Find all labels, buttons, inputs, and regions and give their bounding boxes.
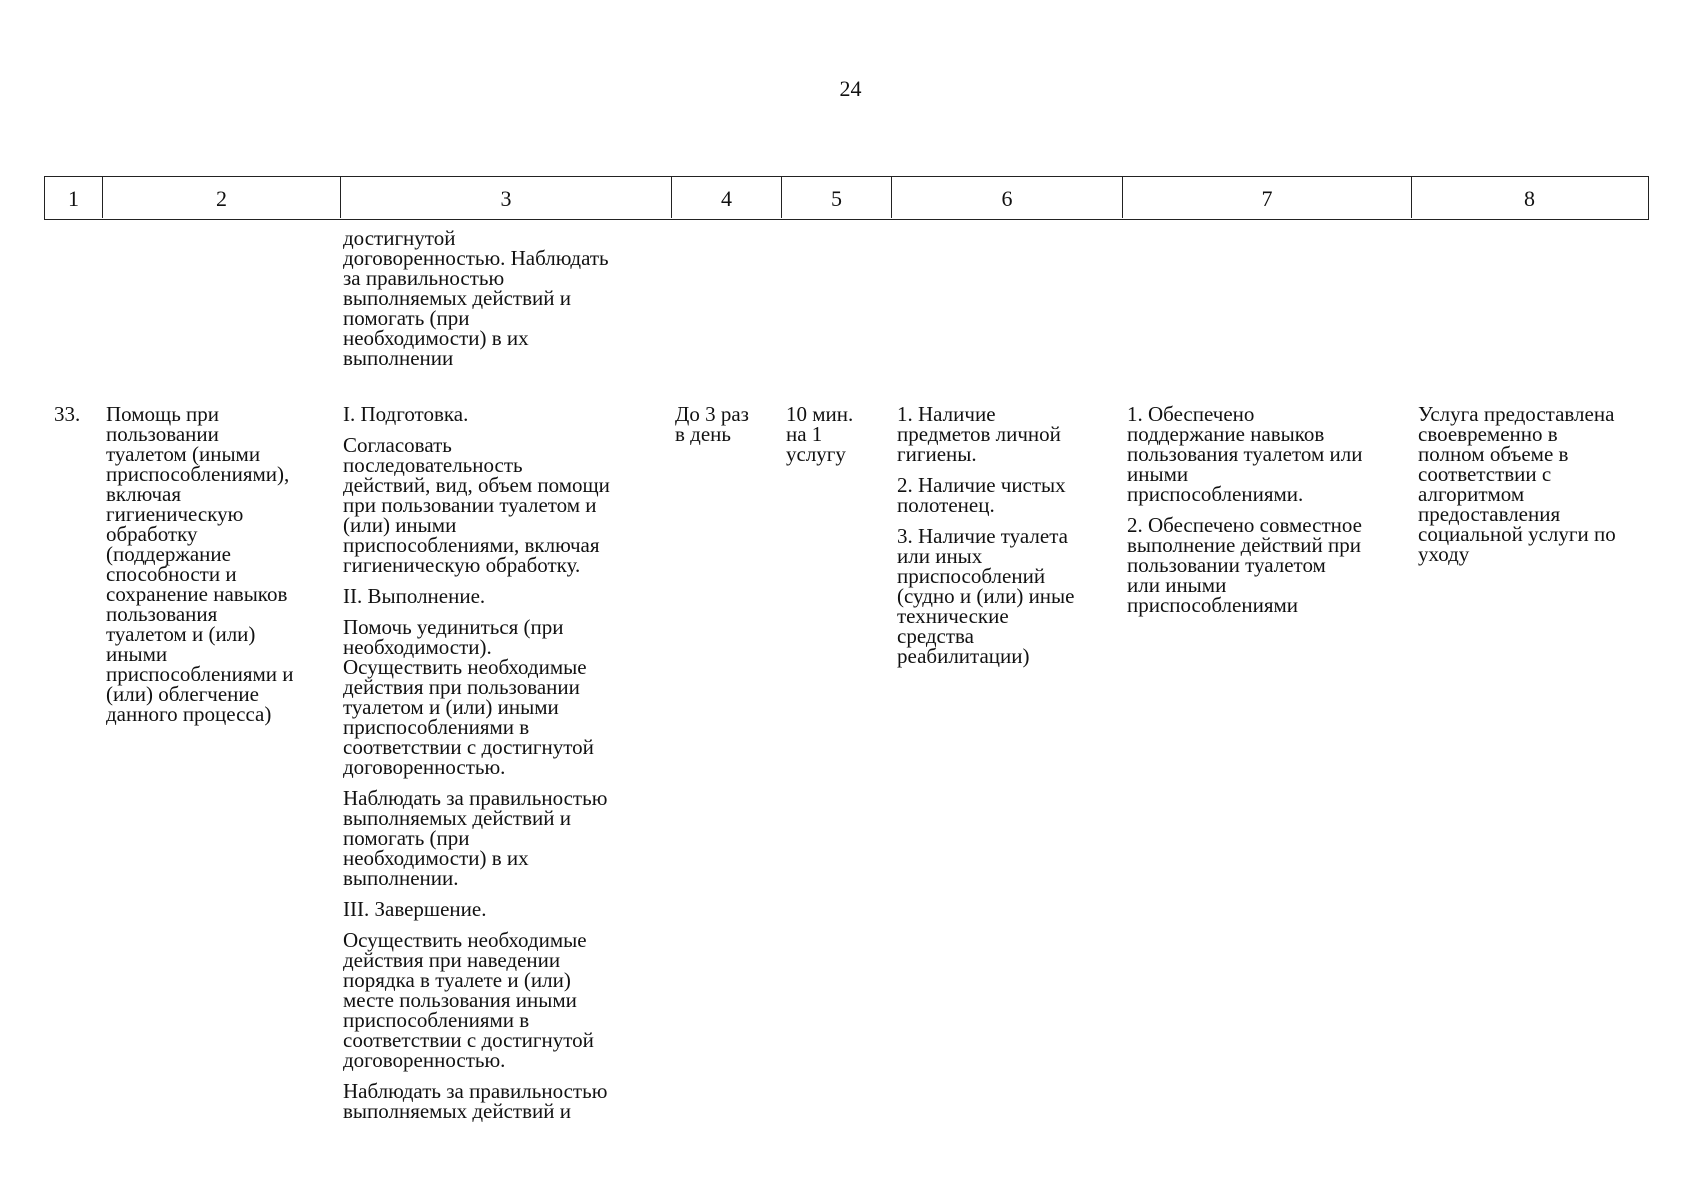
conditions-cell	[897, 404, 1127, 677]
procedure-cell	[343, 404, 673, 1132]
condition-item: 1. Наличие предметов личной гигиены.	[897, 402, 1061, 466]
procedure-text: Наблюдать за правильностью выполняемых действий и помогать (при необходимости) в их выполнении.	[343, 786, 608, 890]
header-col-1: 1	[68, 186, 79, 211]
indicator-item: 2. Обеспечено совместное выполнение действий при пользовании туалетом или иными приспособлениями	[1127, 513, 1362, 617]
header-col-5: 5	[781, 177, 891, 218]
procedure-text: Осуществить необходимые действия при наведении порядка в туалете и (или) месте пользования иными приспособлениями в соответствии с достигнутой договоренностью.	[343, 928, 594, 1072]
procedure-step-heading: III. Завершение.	[343, 897, 487, 921]
condition-item: 2. Наличие чистых полотенец.	[897, 473, 1066, 517]
row-number: 33.	[54, 402, 81, 426]
condition-item: 3. Наличие туалета или иных приспособлений (судно и (или) иные технические средства реабилитации)	[897, 524, 1075, 668]
header-col-8: 8	[1411, 177, 1647, 218]
procedure-step-heading: I. Подготовка.	[343, 402, 469, 426]
continuation-col3-text: достигнутой договоренностью. Наблюдать за правильностью выполняемых действий и помогать (при необходимости) в их выполнении	[343, 226, 609, 370]
procedure-text: Согласовать последовательность действий, вид, объем помощи при пользовании туалетом и (или) иными приспособлениями, включая гигиеническую обработку.	[343, 433, 610, 577]
indicators-cell	[1127, 404, 1417, 626]
header-col-2: 2	[102, 177, 340, 218]
procedure-step-heading: II. Выполнение.	[343, 584, 486, 608]
header-col-3: 3	[340, 177, 671, 218]
procedure-text: Помочь уединиться (при необходимости). Осуществить необходимые действия при пользовании туалетом и (или) иными приспособлениями в соответствии с достигнутой договоренностью.	[343, 615, 594, 779]
evaluation-cell: Услуга предоставлена своевременно в полном объеме в соответствии с алгоритмом предоставления социальной услуги по уходу	[1418, 402, 1616, 566]
page-number: 24	[839, 76, 862, 101]
duration-cell: 10 мин. на 1 услугу	[786, 402, 854, 466]
table-header-row	[44, 176, 1649, 220]
header-col-7: 7	[1122, 177, 1411, 218]
procedure-text: Наблюдать за правильностью выполняемых действий и	[343, 1079, 608, 1123]
header-col-6: 6	[891, 177, 1122, 218]
service-name-cell: Помощь при пользовании туалетом (иными приспособлениями), включая гигиеническую обработку (поддержание способности и сохранение навыков пользования туалетом и (или) иными приспособлениями и (или) облегчение данного процесса)	[106, 402, 294, 726]
indicator-item: 1. Обеспечено поддержание навыков пользования туалетом или иными приспособлениями.	[1127, 402, 1363, 506]
header-col-4: 4	[671, 177, 781, 218]
frequency-cell: До 3 раз в день	[675, 402, 749, 446]
